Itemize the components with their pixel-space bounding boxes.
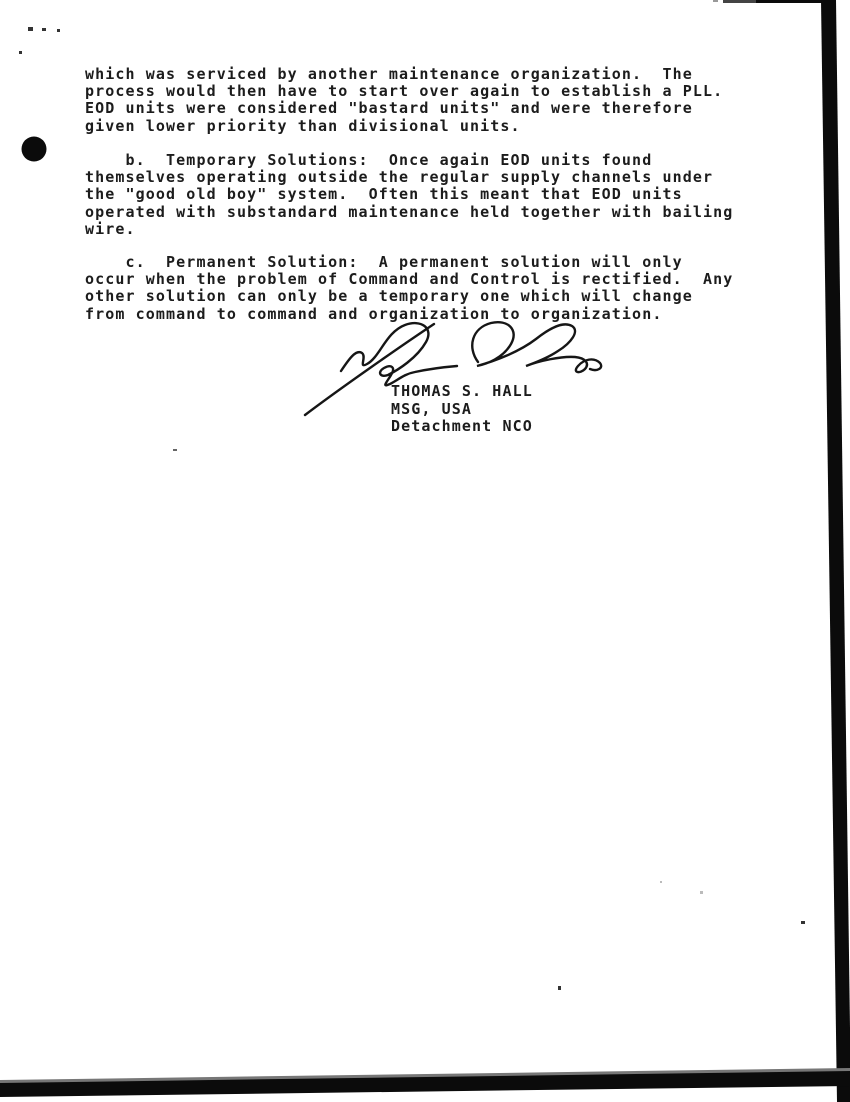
text-line: c. Permanent Solution: A permanent solution will only [85,253,683,271]
text-line: process would then have to start over again to establish a PLL. [85,82,724,101]
scan-edge-artifact-right [821,0,850,1102]
text-line: operated with substandard maintenance held together with bailing [85,202,734,221]
text-line: b. Temporary Solutions: Once again EOD units found [85,151,653,169]
signer-rank: MSG, USA [391,399,473,418]
text-line: given lower priority than divisional units. [85,116,521,135]
text-line: other solution can only be a temporary one which will change [85,287,693,306]
paragraph-intro [85,66,723,135]
scan-edge-fringe-bottom [0,1068,850,1084]
text-line: wire. [85,219,136,238]
signer-title: Detachment NCO [391,417,533,435]
signature-first-name-stroke [341,323,457,385]
signature-block [391,383,533,436]
scan-edge-artifact-top [713,0,823,3]
signer-name: THOMAS S. HALL [391,382,533,400]
text-line: occur when the problem of Command and Control is rectified. Any [85,270,734,289]
text-line: from command to command and organization to organization. [85,304,663,323]
text-line: which was serviced by another maintenance organization. The [85,65,693,83]
paragraph-c-permanent-solution [85,254,733,323]
scan-edge-artifact-bottom [0,1071,850,1097]
hole-punch-mark [22,137,47,162]
text-line: EOD units were considered "bastard units" and were therefore [85,99,693,118]
signature-last-name-stroke [472,322,601,372]
text-line: themselves operating outside the regular supply channels under [85,168,714,187]
text-line: the "good old boy" system. Often this meant that EOD units [85,185,683,204]
paragraph-b-temporary-solutions [85,152,733,238]
